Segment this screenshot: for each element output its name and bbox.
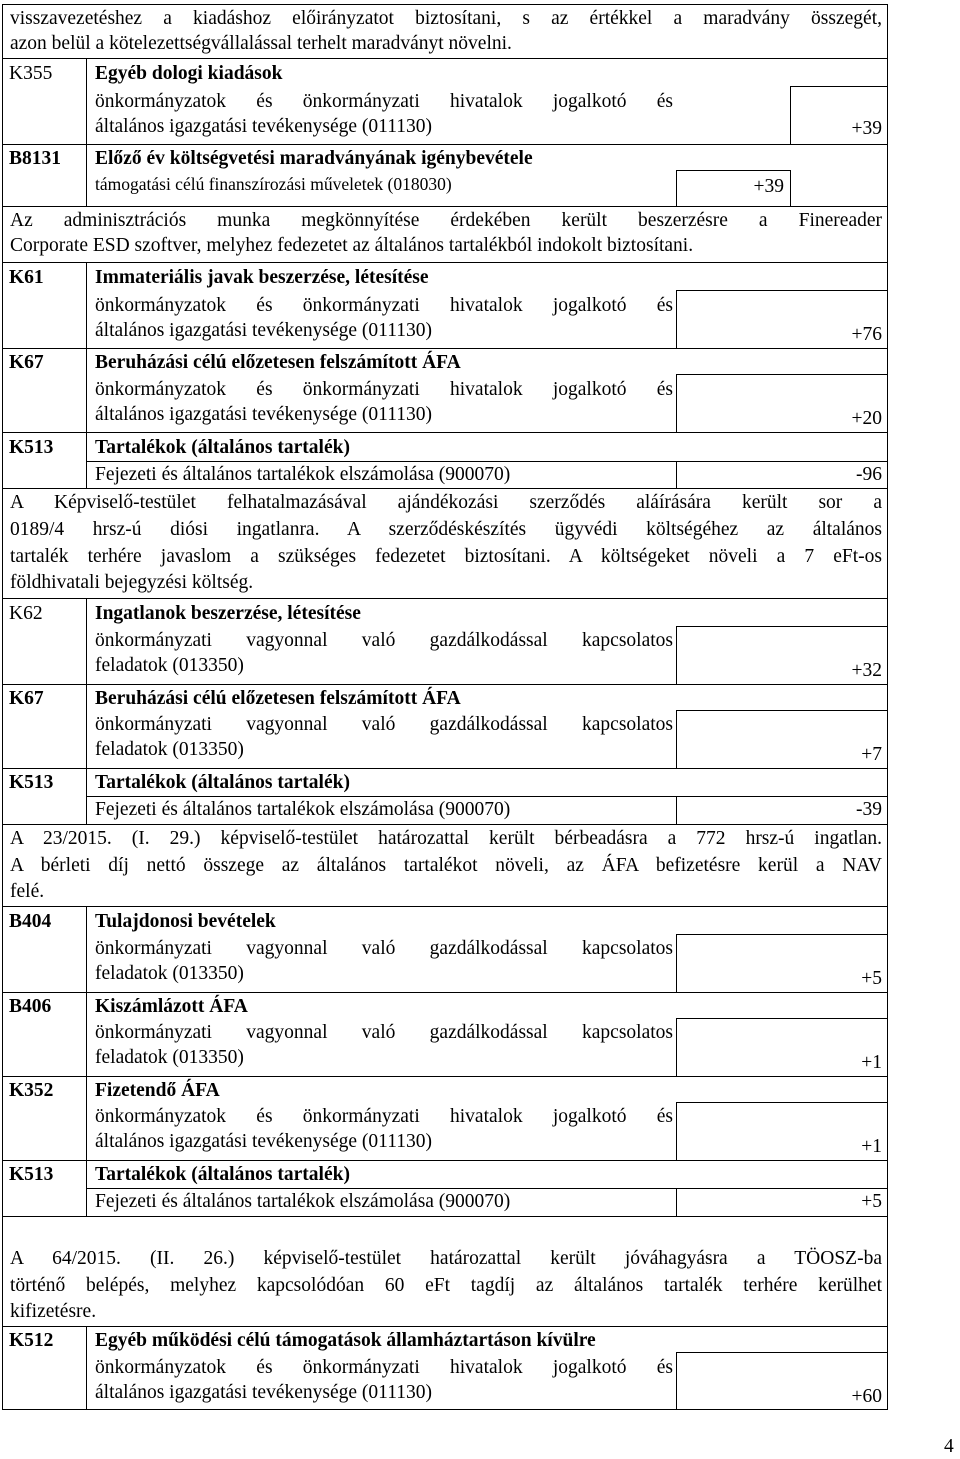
title-k352: Fizetendő ÁFA: [95, 1080, 220, 1101]
code-column-divider: [86, 906, 87, 1216]
amount-box-top: [676, 1352, 888, 1353]
amount-box-top: [676, 626, 888, 627]
amount-box-top: [676, 1018, 888, 1019]
amount-k61: +76: [851, 324, 882, 345]
desc-b406-line1: önkormányzati vagyonnal való gazdálkodással kapcsolatos: [95, 1022, 673, 1043]
code-b404: B404: [9, 911, 52, 932]
separator: [2, 684, 888, 685]
title-b404: Tulajdonosi bevételek: [95, 911, 276, 932]
code-k355: K355: [9, 63, 53, 84]
desc-k513: Fejezeti és általános tartalékok elszámolása (900070): [95, 799, 511, 820]
separator: [2, 1326, 888, 1327]
title-k67: Beruházási célú előzetesen felszámított ÁFA: [95, 688, 461, 709]
desc-k513: Fejezeti és általános tartalékok elszámolása (900070): [95, 464, 511, 485]
code-k513: K513: [9, 772, 54, 793]
desc-k355-line2: általános igazgatási tevékenysége (011130): [95, 116, 432, 137]
separator: [2, 432, 888, 433]
separator: [2, 824, 888, 825]
paragraph3-line1: A Képviselő-testület felhatalmazásával ajándékozási szerződés aláírására került sor a: [10, 492, 882, 513]
code-k512: K512: [9, 1330, 54, 1351]
separator: [2, 598, 888, 599]
top-paragraph-line2: azon belül a kötelezettségvállalással terhelt maradványt növelni.: [10, 33, 512, 54]
title-k67: Beruházási célú előzetesen felszámított ÁFA: [95, 352, 461, 373]
code-column-divider: [86, 58, 87, 206]
paragraph2-line2: Corporate ESD szoftver, melyhez fedezetet az általános tartalékból indokolt biztosítani.: [10, 235, 694, 256]
paragraph4-line2: A bérleti díj nettó összege az általános tartalékot növeli, az ÁFA befizetésre kerül a NAV: [10, 855, 882, 876]
amount-box-top: [790, 86, 888, 87]
code-column-divider: [86, 598, 87, 824]
desc-k67-line1: önkormányzatok és önkormányzati hivatalok jogalkotó és: [95, 379, 673, 400]
code-column-divider: [86, 262, 87, 488]
desc-k62-line2: feladatok (013350): [95, 655, 244, 676]
amount-k355: +39: [851, 118, 882, 139]
page-number: 4: [944, 1436, 954, 1457]
code-k513: K513: [9, 437, 54, 458]
top-paragraph-line1: visszavezetéshez a kiadáshoz előirányzatot biztosítani, s az értékkel a maradvány összegét,: [10, 8, 882, 29]
amount-box-top: [676, 710, 888, 711]
separator: [2, 488, 888, 489]
paragraph5-line1: A 64/2015. (II. 26.) képviselő-testület határozattal került jóváhagyásra a TÖOSZ-ba: [10, 1248, 882, 1269]
amount-k67: +20: [851, 408, 882, 429]
desc-k61-line2: általános igazgatási tevékenysége (011130): [95, 320, 432, 341]
separator: [2, 1076, 888, 1077]
title-k61: Immateriális javak beszerzése, létesítése: [95, 267, 429, 288]
amount-k512: +60: [851, 1386, 882, 1407]
separator: [2, 144, 888, 145]
amount-k513: +5: [861, 1191, 882, 1212]
paragraph5-line2: történő belépés, melyhez kapcsolódóan 60 eFt tagdíj az általános tartalék terhére kerülhet: [10, 1275, 882, 1296]
desc-k61-line1: önkormányzatok és önkormányzati hivatalok jogalkotó és: [95, 295, 673, 316]
title-k62: Ingatlanok beszerzése, létesítése: [95, 603, 361, 624]
paragraph4-line3: felé.: [10, 881, 45, 902]
paragraph2-line1: Az adminisztrációs munka megkönnyítése érdekében került beszerzésre a Finereader: [10, 210, 882, 231]
amount-k62: +32: [851, 660, 882, 681]
title-k355: Egyéb dologi kiadások: [95, 63, 283, 84]
desc-k62-line1: önkormányzati vagyonnal való gazdálkodással kapcsolatos: [95, 630, 673, 651]
title-k513: Tartalékok (általános tartalék): [95, 772, 350, 793]
desc-k513: Fejezeti és általános tartalékok elszámolása (900070): [95, 1191, 511, 1212]
amount-box-top: [676, 934, 888, 935]
desc-k67-line2: feladatok (013350): [95, 739, 244, 760]
separator: [2, 58, 888, 59]
title-k513: Tartalékok (általános tartalék): [95, 1164, 350, 1185]
separator: [2, 906, 888, 907]
desc-k352-line2: általános igazgatási tevékenysége (011130): [95, 1131, 432, 1152]
code-k67: K67: [9, 352, 44, 373]
desc-k67-line2: általános igazgatási tevékenysége (011130): [95, 404, 432, 425]
desc-k355-line1: önkormányzatok és önkormányzati hivatalok jogalkotó és: [95, 91, 673, 112]
amount-box-top: [676, 170, 790, 171]
amount-box-right: [790, 170, 791, 206]
amount-box-top: [676, 290, 888, 291]
amount-b406: +1: [861, 1052, 882, 1073]
amount-k513: -39: [856, 799, 882, 820]
title-k512: Egyéb működési célú támogatások államháztartáson kívülre: [95, 1330, 596, 1351]
separator: [2, 348, 888, 349]
code-b8131: B8131: [9, 148, 62, 169]
desc-b406-line2: feladatok (013350): [95, 1047, 244, 1068]
separator: [2, 992, 888, 993]
desc-k512-line2: általános igazgatási tevékenysége (011130): [95, 1382, 432, 1403]
amount-b404: +5: [861, 968, 882, 989]
paragraph3-line4: földhivatali bejegyzési költség.: [10, 572, 254, 593]
amount-box-top: [676, 1102, 888, 1103]
code-k62: K62: [9, 603, 43, 624]
paragraph3-line3: tartalék terhére javaslom a szükséges fedezetet biztosítani. A költségeket növeli a 7 eFt-os: [10, 546, 882, 567]
title-k513: Tartalékok (általános tartalék): [95, 437, 350, 458]
separator: [2, 768, 888, 769]
desc-k67-line1: önkormányzati vagyonnal való gazdálkodással kapcsolatos: [95, 714, 673, 735]
separator: [2, 1160, 888, 1161]
title-b406: Kiszámlázott ÁFA: [95, 996, 248, 1017]
amount-b8131: +39: [753, 176, 784, 197]
separator: [2, 262, 888, 263]
desc-b404-line2: feladatok (013350): [95, 963, 244, 984]
code-k67: K67: [9, 688, 44, 709]
code-k352: K352: [9, 1080, 54, 1101]
desc-b8131: támogatási célú finanszírozási műveletek (018030): [95, 174, 452, 194]
code-k61: K61: [9, 267, 44, 288]
paragraph4-line1: A 23/2015. (I. 29.) képviselő-testület határozattal került bérbeadásra a 772 hrsz-ú ingatlan.: [10, 828, 882, 849]
separator: [2, 1216, 888, 1217]
paragraph3-line2: 0189/4 hrsz-ú diósi ingatlanra. A szerződéskészítés ügyvédi költségéhez az általános: [10, 519, 882, 540]
desc-k352-line1: önkormányzatok és önkormányzati hivatalok jogalkotó és: [95, 1106, 673, 1127]
code-b406: B406: [9, 996, 52, 1017]
desc-k512-line1: önkormányzatok és önkormányzati hivatalok jogalkotó és: [95, 1357, 673, 1378]
code-k513: K513: [9, 1164, 54, 1185]
separator: [2, 206, 888, 207]
amount-k513: -96: [856, 464, 882, 485]
amount-k67: +7: [861, 744, 882, 765]
paragraph5-line3: kifizetésre.: [10, 1301, 97, 1322]
code-column-divider: [86, 1326, 87, 1410]
desc-b404-line1: önkormányzati vagyonnal való gazdálkodással kapcsolatos: [95, 938, 673, 959]
title-b8131: Előző év költségvetési maradványának igénybevétele: [95, 148, 533, 169]
amount-k352: +1: [861, 1136, 882, 1157]
amount-box-top: [676, 374, 888, 375]
